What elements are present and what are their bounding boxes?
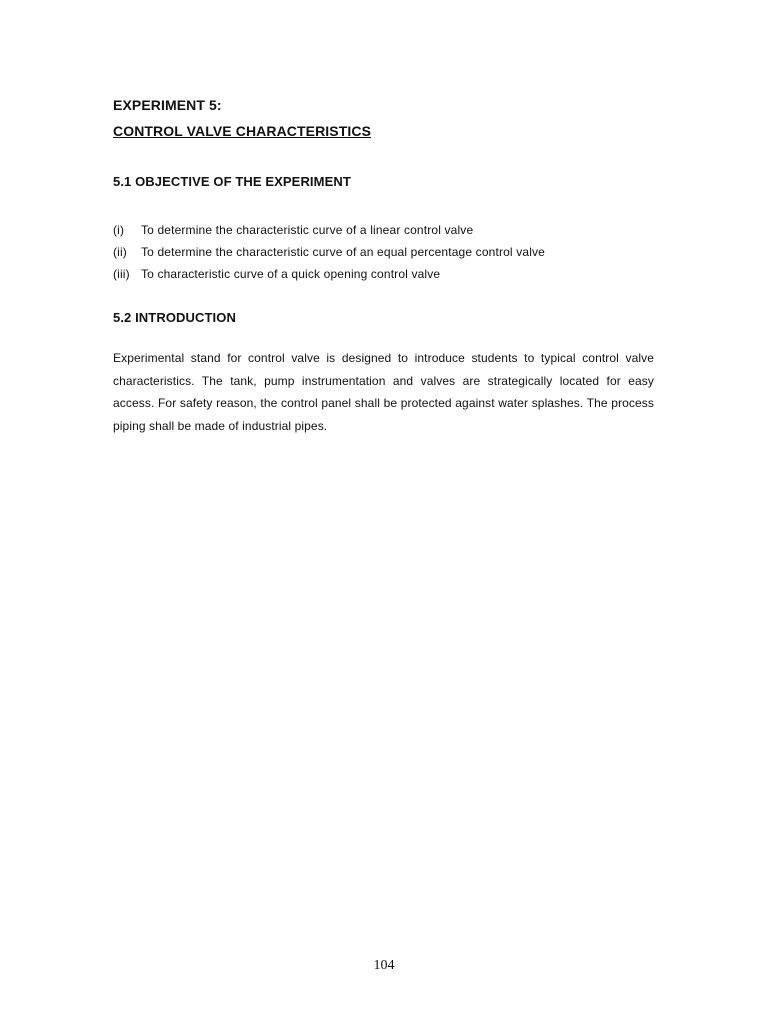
list-item-text: To determine the characteristic curve of an equal percentage control valve — [141, 245, 545, 259]
list-item-text: To determine the characteristic curve of a linear control valve — [141, 223, 474, 237]
list-item-number: (i) — [113, 223, 125, 237]
list-item — [113, 219, 673, 241]
experiment-heading — [113, 92, 673, 144]
list-item — [113, 241, 673, 263]
experiment-title: EXPERIMENT 5: — [113, 97, 222, 113]
objective-heading: 5.1 OBJECTIVE OF THE EXPERIMENT — [113, 174, 351, 189]
page-number: 104 — [373, 958, 395, 973]
introduction-heading: 5.2 INTRODUCTION — [113, 310, 236, 325]
list-item-text: To characteristic curve of a quick opening control valve — [141, 267, 441, 281]
list-item — [113, 263, 673, 285]
introduction-paragraph: Experimental stand for control valve is designed to introduce students to typical control valve characteristics. The tank, pump instrumentation and valves are strategically located for easy access. For safety reason, the control panel shall be protected against water splashes. The process piping shall be made of industrial pipes. — [113, 351, 654, 433]
list-item-number: (ii) — [113, 245, 127, 259]
objective-list — [113, 219, 673, 285]
list-item-number: (iii) — [113, 267, 130, 281]
experiment-subtitle: CONTROL VALVE CHARACTERISTICS — [113, 123, 372, 139]
